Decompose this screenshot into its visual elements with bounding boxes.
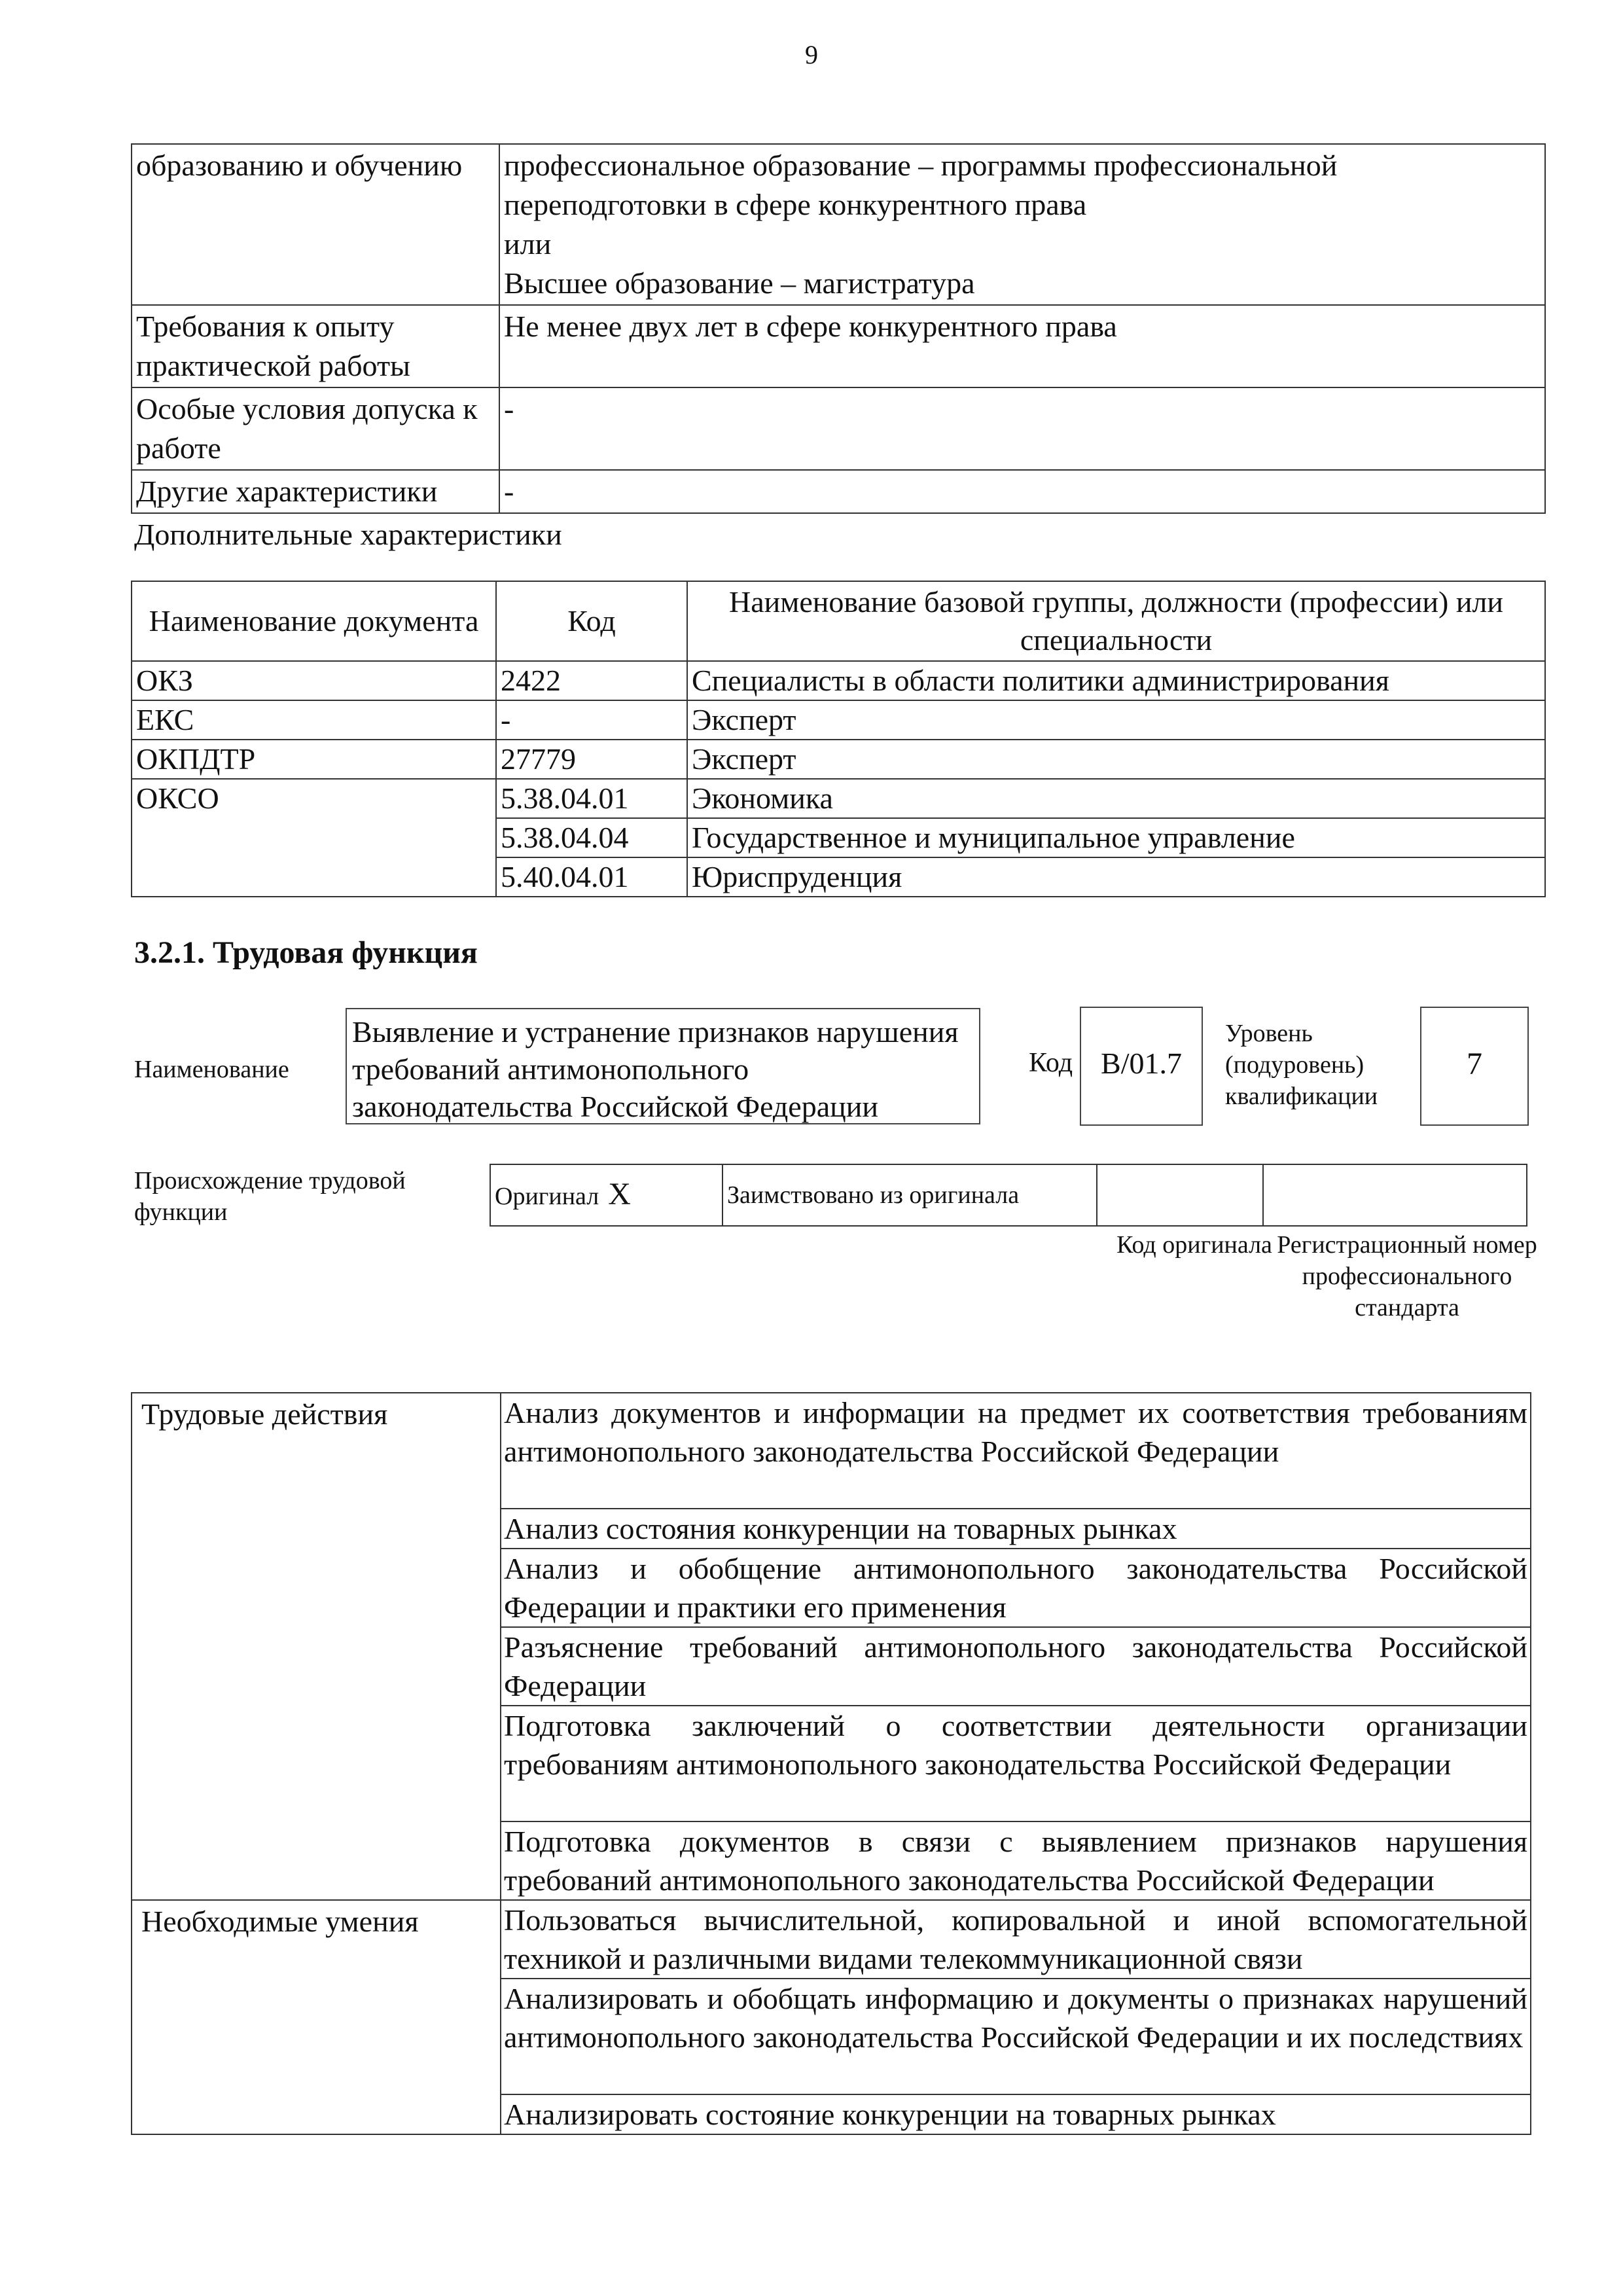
table-row: [132, 1393, 1531, 1509]
cell-name: Эксперт: [687, 740, 1545, 779]
table-row: [132, 661, 1545, 700]
skill-item: Анализировать состояние конкуренции на товарных рынках: [501, 2094, 1531, 2134]
header-code: Код: [496, 581, 687, 661]
table-row: [132, 700, 1545, 740]
row-label: образованию и обучению: [132, 144, 499, 305]
additional-caption: Дополнительные характеристики: [134, 518, 562, 551]
cell-code: 27779: [496, 740, 687, 779]
requirements-table: [131, 143, 1546, 514]
origin-table: [490, 1164, 1527, 1227]
cell-code: 2422: [496, 661, 687, 700]
level-label: [1225, 1018, 1378, 1112]
original-mark: X: [608, 1176, 631, 1211]
actions-label: Трудовые действия: [132, 1393, 501, 1900]
qualification-level: 7: [1420, 1007, 1529, 1126]
table-row: [490, 1164, 1527, 1226]
level-label-line: (подуровень): [1225, 1051, 1364, 1079]
row-value: [499, 144, 1545, 305]
additional-table: [131, 581, 1546, 897]
skills-label: Необходимые умения: [132, 1900, 501, 2134]
cell-document: ОКПДТР: [132, 740, 496, 779]
table-row: [132, 470, 1545, 513]
row-label: Особые условия допуска к работе: [132, 387, 499, 470]
page-number: 9: [805, 40, 818, 69]
cell-name: Эксперт: [687, 700, 1545, 740]
action-item: Анализ документов и информации на предмет их соответствия требованиям антимонопольного законодательства Российской Федерации: [501, 1393, 1531, 1509]
original-label: Оригинал: [495, 1182, 599, 1210]
row-value: -: [499, 387, 1545, 470]
origin-borrowed-cell: Заимствовано из оригинала: [722, 1164, 1097, 1226]
cell-code: 5.38.04.01: [496, 779, 687, 818]
cell-code: -: [496, 700, 687, 740]
table-row: [132, 779, 1545, 818]
code-label: Код: [1029, 1048, 1073, 1078]
table-row: [132, 740, 1545, 779]
cell-code: 5.40.04.01: [496, 857, 687, 897]
cell-code: 5.38.04.04: [496, 818, 687, 857]
cell-name: Государственное и муниципальное управление: [687, 818, 1545, 857]
table-header-row: [132, 581, 1545, 661]
value-line: Высшее образование – магистратура: [504, 266, 975, 300]
origin-reg-cell: [1263, 1164, 1527, 1226]
row-label: Требования к опыту практической работы: [132, 305, 499, 387]
table-row: [132, 305, 1545, 387]
cell-document: ОКЗ: [132, 661, 496, 700]
cell-document: ЕКС: [132, 700, 496, 740]
action-item: Подготовка заключений о соответствии деятельности организации требованиям антимонопольного законодательства Российской Федерации: [501, 1706, 1531, 1821]
skill-item: Пользоваться вычислительной, копировальной и иной вспомогательной техникой и различными видами телекоммуникационной связи: [501, 1900, 1531, 1979]
action-item: Анализ состояния конкуренции на товарных рынках: [501, 1509, 1531, 1549]
caption-registration-number: Регистрационный номер профессионального стандарта: [1277, 1231, 1537, 1321]
header-name: Наименование базовой группы, должности (профессии) или специальности: [687, 581, 1545, 661]
header-document: Наименование документа: [132, 581, 496, 661]
cell-name: Специалисты в области политики администрирования: [687, 661, 1545, 700]
action-item: Разъяснение требований антимонопольного законодательства Российской Федерации: [501, 1627, 1531, 1706]
action-item: Подготовка документов в связи с выявлением признаков нарушения требований антимонопольного законодательства Российской Федерации: [501, 1821, 1531, 1900]
origin-code-cell: [1097, 1164, 1263, 1226]
level-label-line: квалификации: [1225, 1083, 1378, 1110]
value-line: профессиональное образование – программы профессиональной переподготовки в сфере конкурентного права: [504, 149, 1338, 221]
cell-name: Экономика: [687, 779, 1545, 818]
table-row: [132, 1900, 1531, 1979]
function-name: Выявление и устранение признаков нарушения требований антимонопольного законодательства Российской Федерации: [346, 1008, 980, 1124]
caption-original-code: Код оригинала: [1116, 1231, 1272, 1259]
row-value: -: [499, 470, 1545, 513]
section-heading: 3.2.1. Трудовая функция: [134, 935, 478, 970]
table-row: [132, 387, 1545, 470]
value-line: или: [504, 227, 552, 260]
cell-name: Юриспруденция: [687, 857, 1545, 897]
row-value: Не менее двух лет в сфере конкурентного права: [499, 305, 1545, 387]
cell-document: ОКСО: [132, 779, 496, 897]
action-item: Анализ и обобщение антимонопольного законодательства Российской Федерации и практики его применения: [501, 1549, 1531, 1627]
skill-item: Анализировать и обобщать информацию и документы о признаках нарушений антимонопольного законодательства Российской Федерации и их последствиях: [501, 1979, 1531, 2094]
function-details-table: [131, 1392, 1531, 2135]
level-label-line: Уровень: [1225, 1020, 1313, 1047]
table-row: [132, 144, 1545, 305]
origin-original-cell: [490, 1164, 722, 1226]
row-label: Другие характеристики: [132, 470, 499, 513]
function-code: B/01.7: [1080, 1007, 1203, 1126]
name-label: Наименование: [134, 1056, 289, 1083]
origin-label: Происхождение трудовой функции: [134, 1167, 406, 1226]
